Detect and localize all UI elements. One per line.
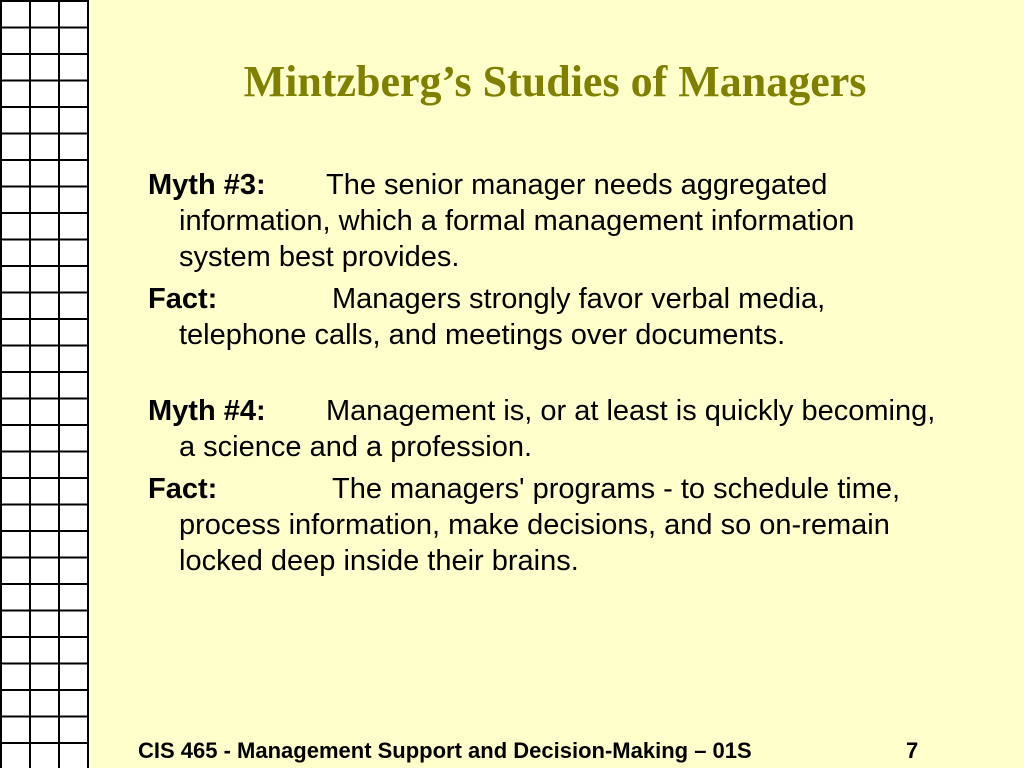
fact-4-label: Fact: <box>148 473 218 505</box>
decorative-grid-strip <box>0 0 89 768</box>
page-number: 7 <box>906 738 919 763</box>
fact-3-item <box>148 281 948 353</box>
slide-title: Mintzberg’s Studies of Managers <box>243 57 867 106</box>
myth-3-text: The senior manager needs aggregated information, which a formal management information system best provides. <box>179 169 855 273</box>
fact-3-label: Fact: <box>148 283 218 315</box>
myth-4-item <box>148 393 948 465</box>
myth-3-item <box>148 167 948 275</box>
fact-4-item <box>148 471 948 579</box>
slide-body <box>148 167 948 579</box>
footer-course-title: CIS 465 - Management Support and Decision-Making – 01S <box>138 738 752 763</box>
fact-3-text: Managers strongly favor verbal media, telephone calls, and meetings over documents. <box>179 283 826 351</box>
myth-4-text: Management is, or at least is quickly becoming, a science and a profession. <box>179 395 936 463</box>
fact-4-text: The managers' programs - to schedule time, process information, make decisions, and so on-remain locked deep inside their brains. <box>179 473 901 577</box>
myth-4-label: Myth #4: <box>148 395 266 427</box>
myth-3-label: Myth #3: <box>148 169 266 201</box>
